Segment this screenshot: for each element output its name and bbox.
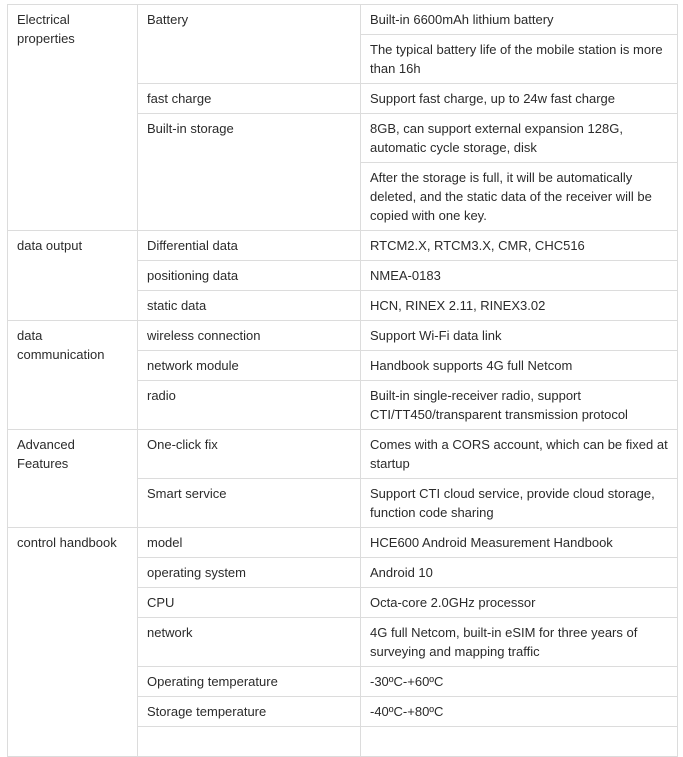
value-cell: The typical battery life of the mobile station is more than 16h — [361, 35, 678, 84]
property-cell: network — [138, 618, 361, 667]
table-row — [8, 321, 678, 351]
property-cell: One-click fix — [138, 430, 361, 479]
property-cell: Differential data — [138, 231, 361, 261]
value-cell: 8GB, can support external expansion 128G, automatic cycle storage, disk — [361, 114, 678, 163]
property-cell: radio — [138, 381, 361, 430]
category-cell: Electrical properties — [8, 5, 138, 231]
value-cell: HCE600 Android Measurement Handbook — [361, 528, 678, 558]
value-cell: -30ºC-+60ºC — [361, 667, 678, 697]
property-cell: CPU — [138, 588, 361, 618]
table-row — [8, 5, 678, 35]
property-cell: operating system — [138, 558, 361, 588]
property-cell: positioning data — [138, 261, 361, 291]
spec-table — [7, 4, 678, 757]
value-cell: After the storage is full, it will be automatically deleted, and the static data of the receiver will be copied with one key. — [361, 163, 678, 231]
property-cell: fast charge — [138, 84, 361, 114]
property-cell: Operating temperature — [138, 667, 361, 697]
value-cell: 4G full Netcom, built-in eSIM for three years of surveying and mapping traffic — [361, 618, 678, 667]
category-cell: control handbook — [8, 528, 138, 757]
property-cell: Battery — [138, 5, 361, 84]
property-cell: Built-in storage — [138, 114, 361, 231]
property-cell: Smart service — [138, 479, 361, 528]
property-cell — [138, 727, 361, 757]
table-row — [8, 231, 678, 261]
property-cell: static data — [138, 291, 361, 321]
value-cell: Handbook supports 4G full Netcom — [361, 351, 678, 381]
value-cell: Octa-core 2.0GHz processor — [361, 588, 678, 618]
value-cell — [361, 727, 678, 757]
category-cell: data communication — [8, 321, 138, 430]
property-cell: network module — [138, 351, 361, 381]
value-cell: Comes with a CORS account, which can be fixed at startup — [361, 430, 678, 479]
table-row — [8, 430, 678, 479]
value-cell: Support CTI cloud service, provide cloud storage, function code sharing — [361, 479, 678, 528]
value-cell: NMEA-0183 — [361, 261, 678, 291]
value-cell: Support fast charge, up to 24w fast charge — [361, 84, 678, 114]
category-cell: Advanced Features — [8, 430, 138, 528]
property-cell: model — [138, 528, 361, 558]
property-cell: Storage temperature — [138, 697, 361, 727]
spec-table-body — [8, 5, 678, 757]
table-row — [8, 528, 678, 558]
value-cell: Built-in single-receiver radio, support CTI/TT450/transparent transmission protocol — [361, 381, 678, 430]
value-cell: Built-in 6600mAh lithium battery — [361, 5, 678, 35]
value-cell: Android 10 — [361, 558, 678, 588]
value-cell: -40ºC-+80ºC — [361, 697, 678, 727]
property-cell: wireless connection — [138, 321, 361, 351]
value-cell: RTCM2.X, RTCM3.X, CMR, CHC516 — [361, 231, 678, 261]
category-cell: data output — [8, 231, 138, 321]
value-cell: HCN, RINEX 2.11, RINEX3.02 — [361, 291, 678, 321]
value-cell: Support Wi-Fi data link — [361, 321, 678, 351]
